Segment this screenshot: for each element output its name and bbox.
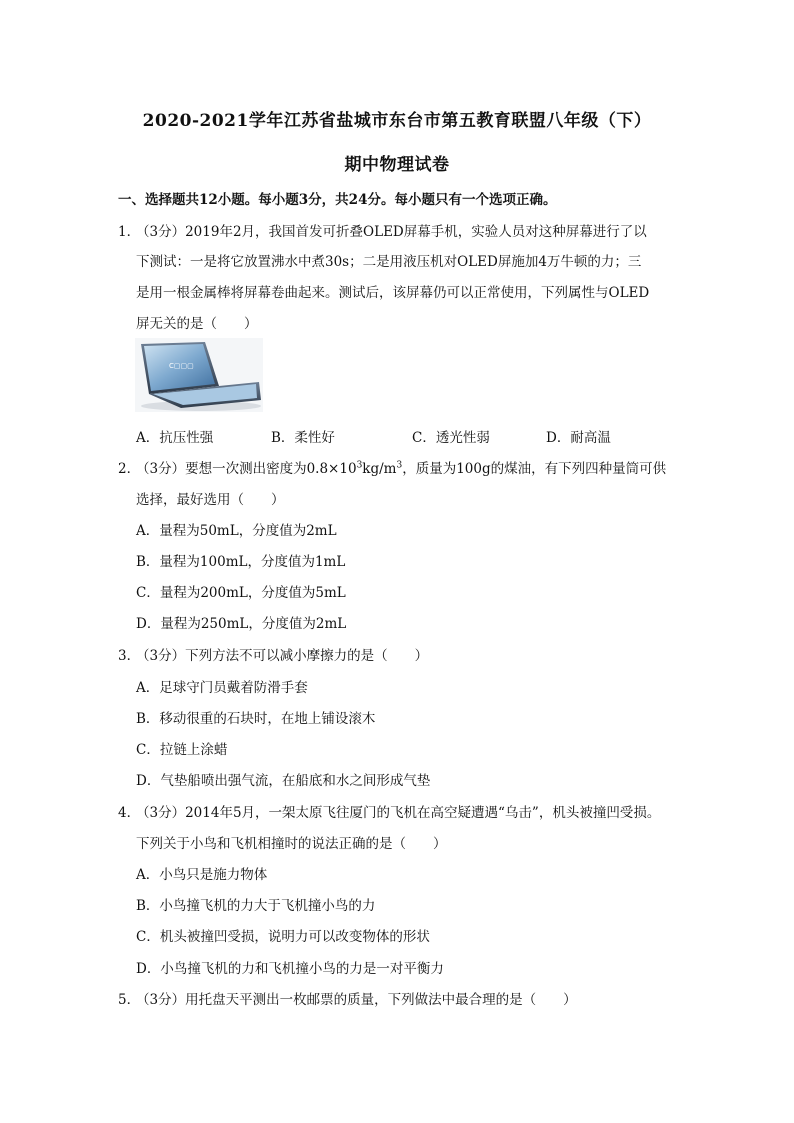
option-a: A．抗压性强	[136, 430, 214, 446]
question-text: （3分）下列方法不可以减小摩擦力的是（ ）	[136, 648, 429, 664]
folding-phone-image	[135, 338, 263, 412]
option-a: A．足球守门员戴着防滑手套	[136, 680, 308, 696]
question-number: 3．	[118, 648, 141, 664]
option-a: A．量程为50mL，分度值为2mL	[136, 523, 337, 539]
question-text: （3分）2014年5月，一架太原飞往厦门的飞机在高空疑遭遇“乌击”，机头被撞凹受损。	[136, 805, 661, 821]
superscript: 3	[396, 460, 403, 471]
question-text-part: （3分）要想一次测出密度为0.8×10	[136, 461, 357, 477]
unit-text: kg/m	[362, 461, 397, 477]
question-text: 选择，最好选用（ ）	[136, 492, 285, 508]
option-b: B．量程为100mL，分度值为1mL	[136, 554, 346, 570]
question-text: （3分）2019年2月，我国首发可折叠OLED屏幕手机，实验人员对这种屏幕进行了以	[136, 224, 647, 240]
question-text	[136, 457, 666, 477]
option-b: B．移动很重的石块时，在地上铺设滚木	[136, 711, 376, 727]
option-d: D．小鸟撞飞机的力和飞机撞小鸟的力是一对平衡力	[136, 961, 444, 977]
title-line-1: 2020-2021学年江苏省盐城市东台市第五教育联盟八年级（下）	[142, 111, 652, 131]
title-line-2: 期中物理试卷	[344, 155, 450, 175]
option-d: D．气垫船喷出强气流，在船底和水之间形成气垫	[136, 773, 431, 789]
question-text: 是用一根金属棒将屏幕卷曲起来。测试后，该屏幕仍可以正常使用，下列属性与OLED	[136, 285, 650, 301]
option-b: B．小鸟撞飞机的力大于飞机撞小鸟的力	[136, 898, 376, 914]
option-c: C．机头被撞凹受损，说明力可以改变物体的形状	[136, 929, 430, 945]
superscript: 3	[356, 460, 363, 471]
question-number: 4．	[118, 805, 141, 821]
option-c: C．透光性弱	[412, 430, 490, 446]
option-c: C．量程为200mL，分度值为5mL	[136, 585, 346, 601]
option-c: C．拉链上涂蜡	[136, 742, 228, 758]
question-text: 下测试：一是将它放置沸水中煮30s；二是用液压机对OLED屏施加4万牛顿的力；三	[136, 254, 642, 270]
question-text: 屏无关的是（ ）	[136, 316, 258, 332]
svg-text:C▢▢▢: C▢▢▢	[169, 362, 194, 370]
question-text: （3分）用托盘天平测出一枚邮票的质量，下列做法中最合理的是（ ）	[136, 992, 577, 1008]
question-text-part: ，质量为100g的煤油，有下列四种量筒可供	[402, 461, 667, 477]
question-text: 下列关于小鸟和飞机相撞时的说法正确的是（ ）	[136, 836, 447, 852]
section-heading: 一、选择题共12小题。每小题3分，共24分。每小题只有一个选项正确。	[118, 192, 557, 208]
option-a: A．小鸟只是施力物体	[136, 867, 268, 883]
option-d: D．耐高温	[546, 430, 611, 446]
question-number: 5．	[118, 992, 141, 1008]
option-b: B．柔性好	[271, 430, 335, 446]
question-number: 1．	[118, 224, 141, 240]
option-d: D．量程为250mL，分度值为2mL	[136, 616, 347, 632]
question-number: 2．	[118, 461, 141, 477]
